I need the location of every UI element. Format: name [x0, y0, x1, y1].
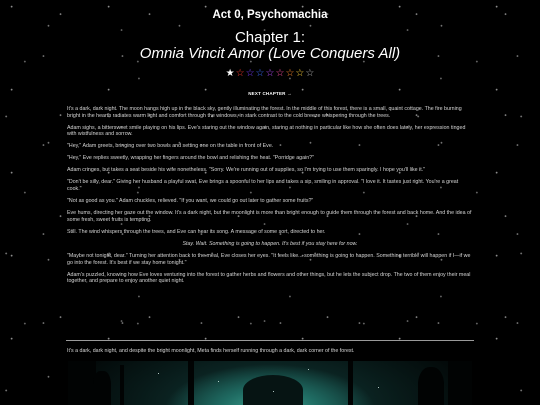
section-divider [66, 340, 474, 341]
sparkle [378, 387, 379, 388]
star-icon: ☆ [275, 68, 285, 79]
story-paragraph: "Hey," Eve replies sweetly, wrapping her fingers around the bowl and relishing the heat. "Porridge again?" [67, 155, 315, 162]
star-icon: ☆ [235, 68, 245, 79]
story-paragraph: Adam sighs, a bittersweet smile playing on his lips. Eve's staring out the window again, staring at nothing in particular like how she often does lately, her expression tinged with wistfulness and sorrow. [67, 124, 466, 138]
star-icon: ☆ [255, 68, 265, 79]
chapter-title: Omnia Vincit Amor (Love Conquers All) [139, 45, 401, 62]
story-paragraph: It's a dark, dark night, and despite the bright moonlight, Meta finds herself running through a dark, dark corner of the forest. [67, 348, 355, 354]
star-icon: ☆ [295, 68, 305, 79]
story-paragraph: "Hey," Adam greets, bringing over two bowls and setting one on the table in front of Eve. [67, 143, 274, 150]
rating-stars [0, 68, 540, 79]
story-paragraph: Eve hums, directing her gaze out the window. It's a dark night, but the moonlight is more than bright enough to guide them through the forest and back home. And the idea of some fresh, sweet fruits is tempting. [67, 210, 472, 223]
star-icon: ☆ [265, 68, 275, 79]
star-icon: ☆ [245, 68, 255, 79]
story-paragraph: "Don't be silly, dear." Giving her husband a playful swat, Eve brings a spoonful to her lips and takes a sip, smiling in approval. "I love it. It tastes just right. You're a great cook." [67, 179, 459, 193]
act-title: Act 0, Psychomachia [212, 9, 328, 21]
sparkle [158, 373, 159, 374]
sparkle [218, 381, 219, 382]
story-paragraph: "Not as good as you." Adam chuckles, relieved. "If you want, we could go out later to gather some fruits?" [67, 198, 314, 205]
story-paragraph: Still. The wind whispers through the trees, and Eve can hear its song. A message of some sort, directed to her. [67, 228, 326, 235]
story-quote: Stay. Wait. Something is going to happen. It's best if you stay here for now. [182, 240, 358, 247]
tree-silhouette [120, 365, 124, 405]
tree-silhouette [188, 361, 194, 405]
story-paragraph: Adam cringes, but takes a seat beside his wife nonetheless. "Sorry. We're running out of supplies, so I'm trying to use them sparingly. I hope you'll like it." [67, 167, 426, 174]
forest-illustration [68, 361, 472, 405]
story-paragraph: "Maybe not tonight, dear." Turning her attention back to the meal, Eve closes her eyes. "It feels like... something is going to happen. Something terrible will happen if I—if we go into the forest. It's best if we stay home tonight." [67, 252, 471, 266]
star-icon: ☆ [285, 68, 295, 79]
sparkle [308, 369, 309, 370]
tree-silhouette [93, 371, 111, 405]
tree-silhouette [418, 367, 444, 405]
tree-silhouette [348, 361, 353, 405]
story-paragraph: It's a dark, dark night. The moon hangs high up in the black sky, gently illuminating the forest. In the middle of this forest, there is a small, quaint cottage. The fire burning bright in the hearth radiates warm light and comfort through the windows, in stark contrast to the cold breeze whispering through the trees. [67, 106, 462, 119]
star-icon: ☆ [305, 68, 315, 79]
story-text [67, 106, 473, 290]
next-chapter-link[interactable]: NEXT CHAPTER → [248, 91, 292, 96]
tree-silhouette [243, 375, 303, 405]
story-paragraph: Adam's puzzled, knowing how Eve loves venturing into the forest to gather herbs and flowers and other things, but he lets the subject drop. The two of them enjoy their meal together, and prepare to enjoy another quiet night. [67, 271, 471, 285]
tree-silhouette [448, 361, 472, 405]
chapter-label: Chapter 1: [234, 29, 306, 46]
tree-silhouette [68, 361, 96, 405]
star-icon: ★ [225, 68, 235, 79]
